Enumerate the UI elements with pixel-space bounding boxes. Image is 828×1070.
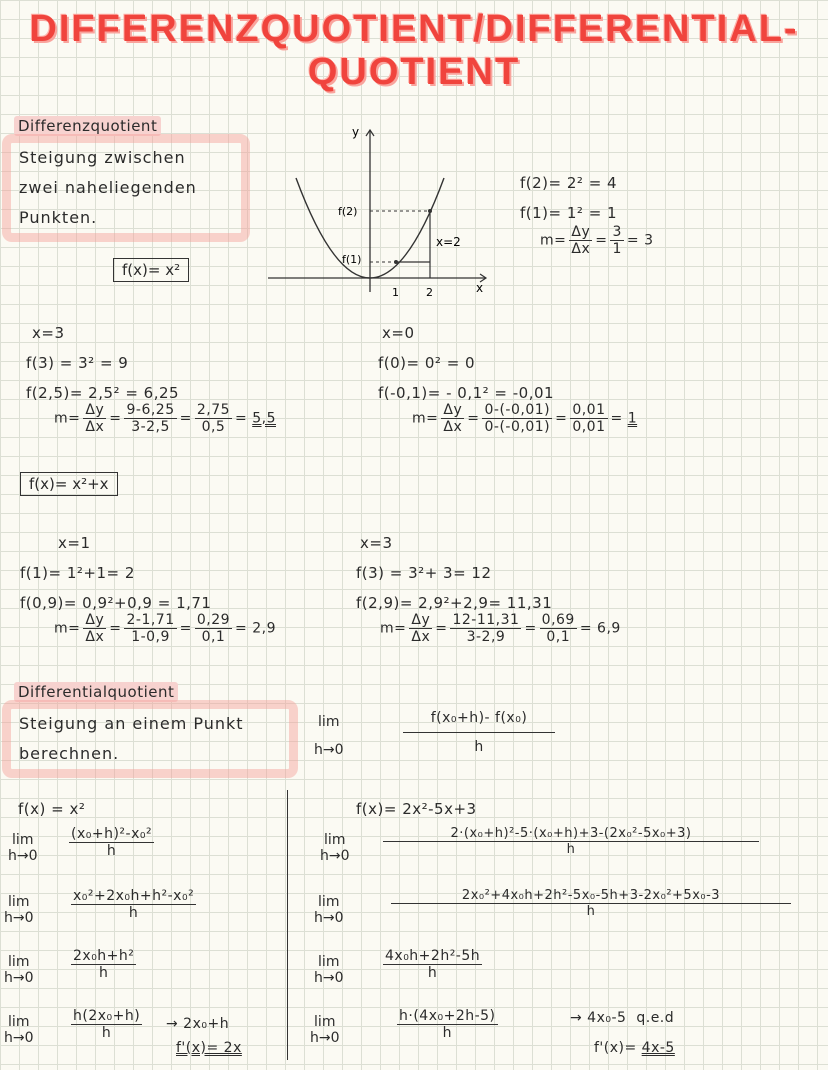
- function-box-x-squared: f(x)= x²: [113, 258, 189, 282]
- num-1: 0-(-0,01): [484, 402, 551, 418]
- result: 5,5: [252, 410, 276, 427]
- ex1-x: x=3: [32, 324, 65, 342]
- result: f'(x)= 2x: [176, 1040, 242, 1056]
- dy: Δy: [571, 224, 591, 240]
- ex4-line-1: f(3) = 3²+ 3= 12: [356, 564, 492, 582]
- note-line-2: berechnen.: [19, 744, 120, 763]
- lim: lim: [8, 894, 30, 910]
- den-2: 0,01: [572, 419, 606, 435]
- denominator: h: [427, 965, 438, 981]
- arrow-text: → 4x₀-5: [570, 1010, 627, 1026]
- example-top-line-1: f(2)= 2² = 4: [520, 174, 618, 192]
- dx: Δx: [411, 629, 431, 645]
- dx: Δx: [85, 629, 105, 645]
- num: 3: [612, 224, 622, 240]
- numerator: (x₀+h)²-x₀²: [71, 826, 153, 842]
- left-final: [176, 1040, 242, 1056]
- note-line-2: zwei naheliegenden: [19, 178, 197, 197]
- diffquot-formula: [400, 710, 558, 755]
- den-2: 0,1: [546, 629, 571, 645]
- y-label: y: [352, 125, 360, 139]
- ex2-line-1: f(0)= 0² = 0: [378, 354, 476, 372]
- num-2: 2,75: [196, 402, 231, 418]
- differenzquotient-note: [2, 134, 250, 242]
- numerator: h(2x₀+h): [73, 1008, 141, 1024]
- denominator: h: [474, 739, 484, 755]
- right-arrow-result: [570, 1010, 674, 1026]
- denominator: h: [442, 1025, 452, 1041]
- h0: h→0: [314, 970, 344, 986]
- left-lim-3: [4, 954, 34, 986]
- column-divider: [287, 790, 288, 1060]
- left-step-3: [68, 948, 139, 981]
- den-1: 3-2,9: [466, 629, 506, 645]
- right-step-4: [394, 1008, 501, 1041]
- denominator: h: [101, 1025, 112, 1041]
- ex3-line-2: f(0,9)= 0,9²+0,9 = 1,71: [20, 594, 212, 612]
- example-top-line-2: f(1)= 1² = 1: [520, 204, 618, 222]
- h0: h→0: [310, 1030, 340, 1046]
- ex3-slope: m= $\frac{\Delta y}{\Delta x}$ = $\frac{2-1,71}{1-0,9}$ = $\frac{0,29}{0,1}$ = 2,9: [54, 612, 276, 645]
- right-lim-2: [314, 894, 344, 926]
- h0: h→0: [4, 910, 34, 926]
- parabola-graph: [258, 120, 494, 300]
- title-line-2: QUOTIENT: [307, 51, 521, 93]
- h0: h→0: [8, 848, 38, 864]
- result: 6,9: [597, 620, 621, 637]
- result-prefix: f'(x)=: [594, 1040, 637, 1056]
- f1-label: f(1): [342, 253, 362, 266]
- left-step-1: [66, 826, 157, 859]
- numerator: 4x₀h+2h²-5h: [385, 948, 481, 964]
- denominator: h: [128, 905, 139, 921]
- num-1: 9-6,25: [126, 402, 175, 418]
- den-2: 0,1: [201, 629, 226, 645]
- ex2-slope: m= $\frac{\Delta y}{\Delta x}$ = $\frac{0-(-0,01)}{0-(-0,01)}$ = $\frac{0,01}{0,01}$ = 1: [412, 402, 638, 435]
- h0: h→0: [4, 970, 34, 986]
- lim: lim: [318, 894, 340, 910]
- num-2: 0,01: [572, 402, 606, 418]
- right-func: f(x)= 2x²-5x+3: [356, 800, 477, 818]
- h0: h→0: [4, 1030, 34, 1046]
- left-arrow-result: → 2x₀+h: [166, 1016, 230, 1032]
- lim: lim: [318, 954, 340, 970]
- dy: Δy: [443, 402, 463, 418]
- m-prefix: m=: [412, 410, 439, 427]
- right-step-2: [388, 888, 794, 919]
- dx: Δx: [443, 419, 463, 435]
- function-box-x-squared-plus-x: f(x)= x²+x: [20, 472, 118, 496]
- ex1-slope: m= $\frac{\Delta y}{\Delta x}$ = $\frac{9-6,25}{3-2,5}$ = $\frac{2,75}{0,5}$ = 5,5: [54, 402, 276, 435]
- lim: lim: [8, 954, 30, 970]
- diffquot-limit: [314, 714, 344, 758]
- lim: lim: [324, 832, 346, 848]
- m-prefix: m=: [54, 410, 81, 427]
- numerator: 2·(x₀+h)²-5·(x₀+h)+3-(2x₀²-5x₀+3): [383, 826, 759, 842]
- lim: lim: [8, 1014, 30, 1030]
- left-lim-4: [4, 1014, 34, 1046]
- ex2-x: x=0: [382, 324, 415, 342]
- num-2: 0,29: [196, 612, 231, 628]
- qed: q.e.d: [636, 1010, 675, 1026]
- note-line-1: Steigung zwischen: [19, 148, 186, 167]
- ex2-line-2: f(-0,1)= - 0,1² = -0,01: [378, 384, 555, 402]
- result: 4x-5: [641, 1040, 675, 1056]
- point-2-4: [428, 209, 432, 213]
- lim: lim: [314, 1014, 336, 1030]
- dy: Δy: [411, 612, 431, 628]
- dx: Δx: [85, 419, 105, 435]
- num-1: 2-1,71: [126, 612, 175, 628]
- right-lim-4: [310, 1014, 340, 1046]
- right-step-1: [380, 826, 762, 857]
- ex1-line-1: f(3) = 3² = 9: [26, 354, 129, 372]
- m-prefix: m=: [380, 620, 407, 637]
- den-1: 1-0,9: [131, 629, 170, 645]
- denominator: h: [586, 904, 596, 919]
- numerator: x₀²+2x₀h+h²-x₀²: [73, 888, 195, 904]
- denominator: h: [566, 842, 576, 857]
- title-line-1: DIFFERENZQUOTIENT/DIFFERENTIAL-: [29, 8, 799, 50]
- ex3-line-1: f(1)= 1²+1= 2: [20, 564, 135, 582]
- ex4-x: x=3: [360, 534, 393, 552]
- ex4-line-2: f(2,9)= 2,9²+2,9= 11,31: [356, 594, 553, 612]
- point-1-1: [394, 260, 398, 264]
- right-lim-1: [320, 832, 350, 864]
- ex1-line-2: f(2,5)= 2,5² = 6,25: [26, 384, 180, 402]
- left-func: f(x) = x²: [18, 800, 86, 818]
- h0-label: h→0: [314, 742, 344, 758]
- left-lim-1: [8, 832, 38, 864]
- ex3-x: x=1: [58, 534, 91, 552]
- dy: Δy: [85, 612, 105, 628]
- den-1: 3-2,5: [131, 419, 170, 435]
- page-title: [0, 8, 828, 94]
- lim: lim: [12, 832, 34, 848]
- left-lim-2: [4, 894, 34, 926]
- m-prefix: m=: [540, 232, 567, 249]
- eq: =: [595, 232, 608, 249]
- differenzquotient-heading: Differenzquotient: [14, 116, 161, 136]
- x2-label: x=2: [436, 235, 461, 249]
- num-2: 0,69: [541, 612, 575, 628]
- left-step-4: [68, 1008, 145, 1041]
- result: 1: [627, 410, 638, 427]
- numerator: 2x₀h+h²: [73, 948, 135, 964]
- denominator: h: [106, 843, 117, 859]
- f2-label: f(2): [338, 205, 358, 218]
- numerator: 2x₀²+4x₀h+2h²-5x₀-5h+3-2x₀²+5x₀-3: [391, 888, 791, 904]
- num-1: 12-11,31: [452, 612, 520, 628]
- example-top-slope: [540, 224, 654, 257]
- tick-2: 2: [426, 286, 433, 299]
- res: = 3: [626, 232, 654, 249]
- numerator: h·(4x₀+2h-5): [399, 1008, 496, 1024]
- den-2: 0,5: [201, 419, 226, 435]
- h0: h→0: [320, 848, 350, 864]
- result: 2,9: [252, 620, 276, 637]
- numerator: f(x₀+h)- f(x₀): [403, 710, 555, 733]
- h0: h→0: [314, 910, 344, 926]
- note-line-3: Punkten.: [19, 208, 98, 227]
- den-1: 0-(-0,01): [484, 419, 551, 435]
- x-label: x: [476, 281, 484, 295]
- tick-1: 1: [392, 286, 399, 299]
- denominator: h: [99, 965, 109, 981]
- dy: Δy: [85, 402, 105, 418]
- note-line-1: Steigung an einem Punkt: [19, 714, 244, 733]
- right-final: [594, 1040, 675, 1056]
- differentialquotient-heading: Differentialquotient: [14, 682, 178, 702]
- ex4-slope: m= $\frac{\Delta y}{\Delta x}$ = $\frac{12-11,31}{3-2,9}$ = $\frac{0,69}{0,1}$ = 6,9: [380, 612, 621, 645]
- den: 1: [612, 241, 622, 257]
- differentialquotient-note: [2, 700, 298, 778]
- dx: Δx: [571, 241, 591, 257]
- right-lim-3: [314, 954, 344, 986]
- right-step-3: [380, 948, 485, 981]
- left-step-2: [68, 888, 199, 921]
- lim-label: lim: [318, 714, 340, 730]
- m-prefix: m=: [54, 620, 81, 637]
